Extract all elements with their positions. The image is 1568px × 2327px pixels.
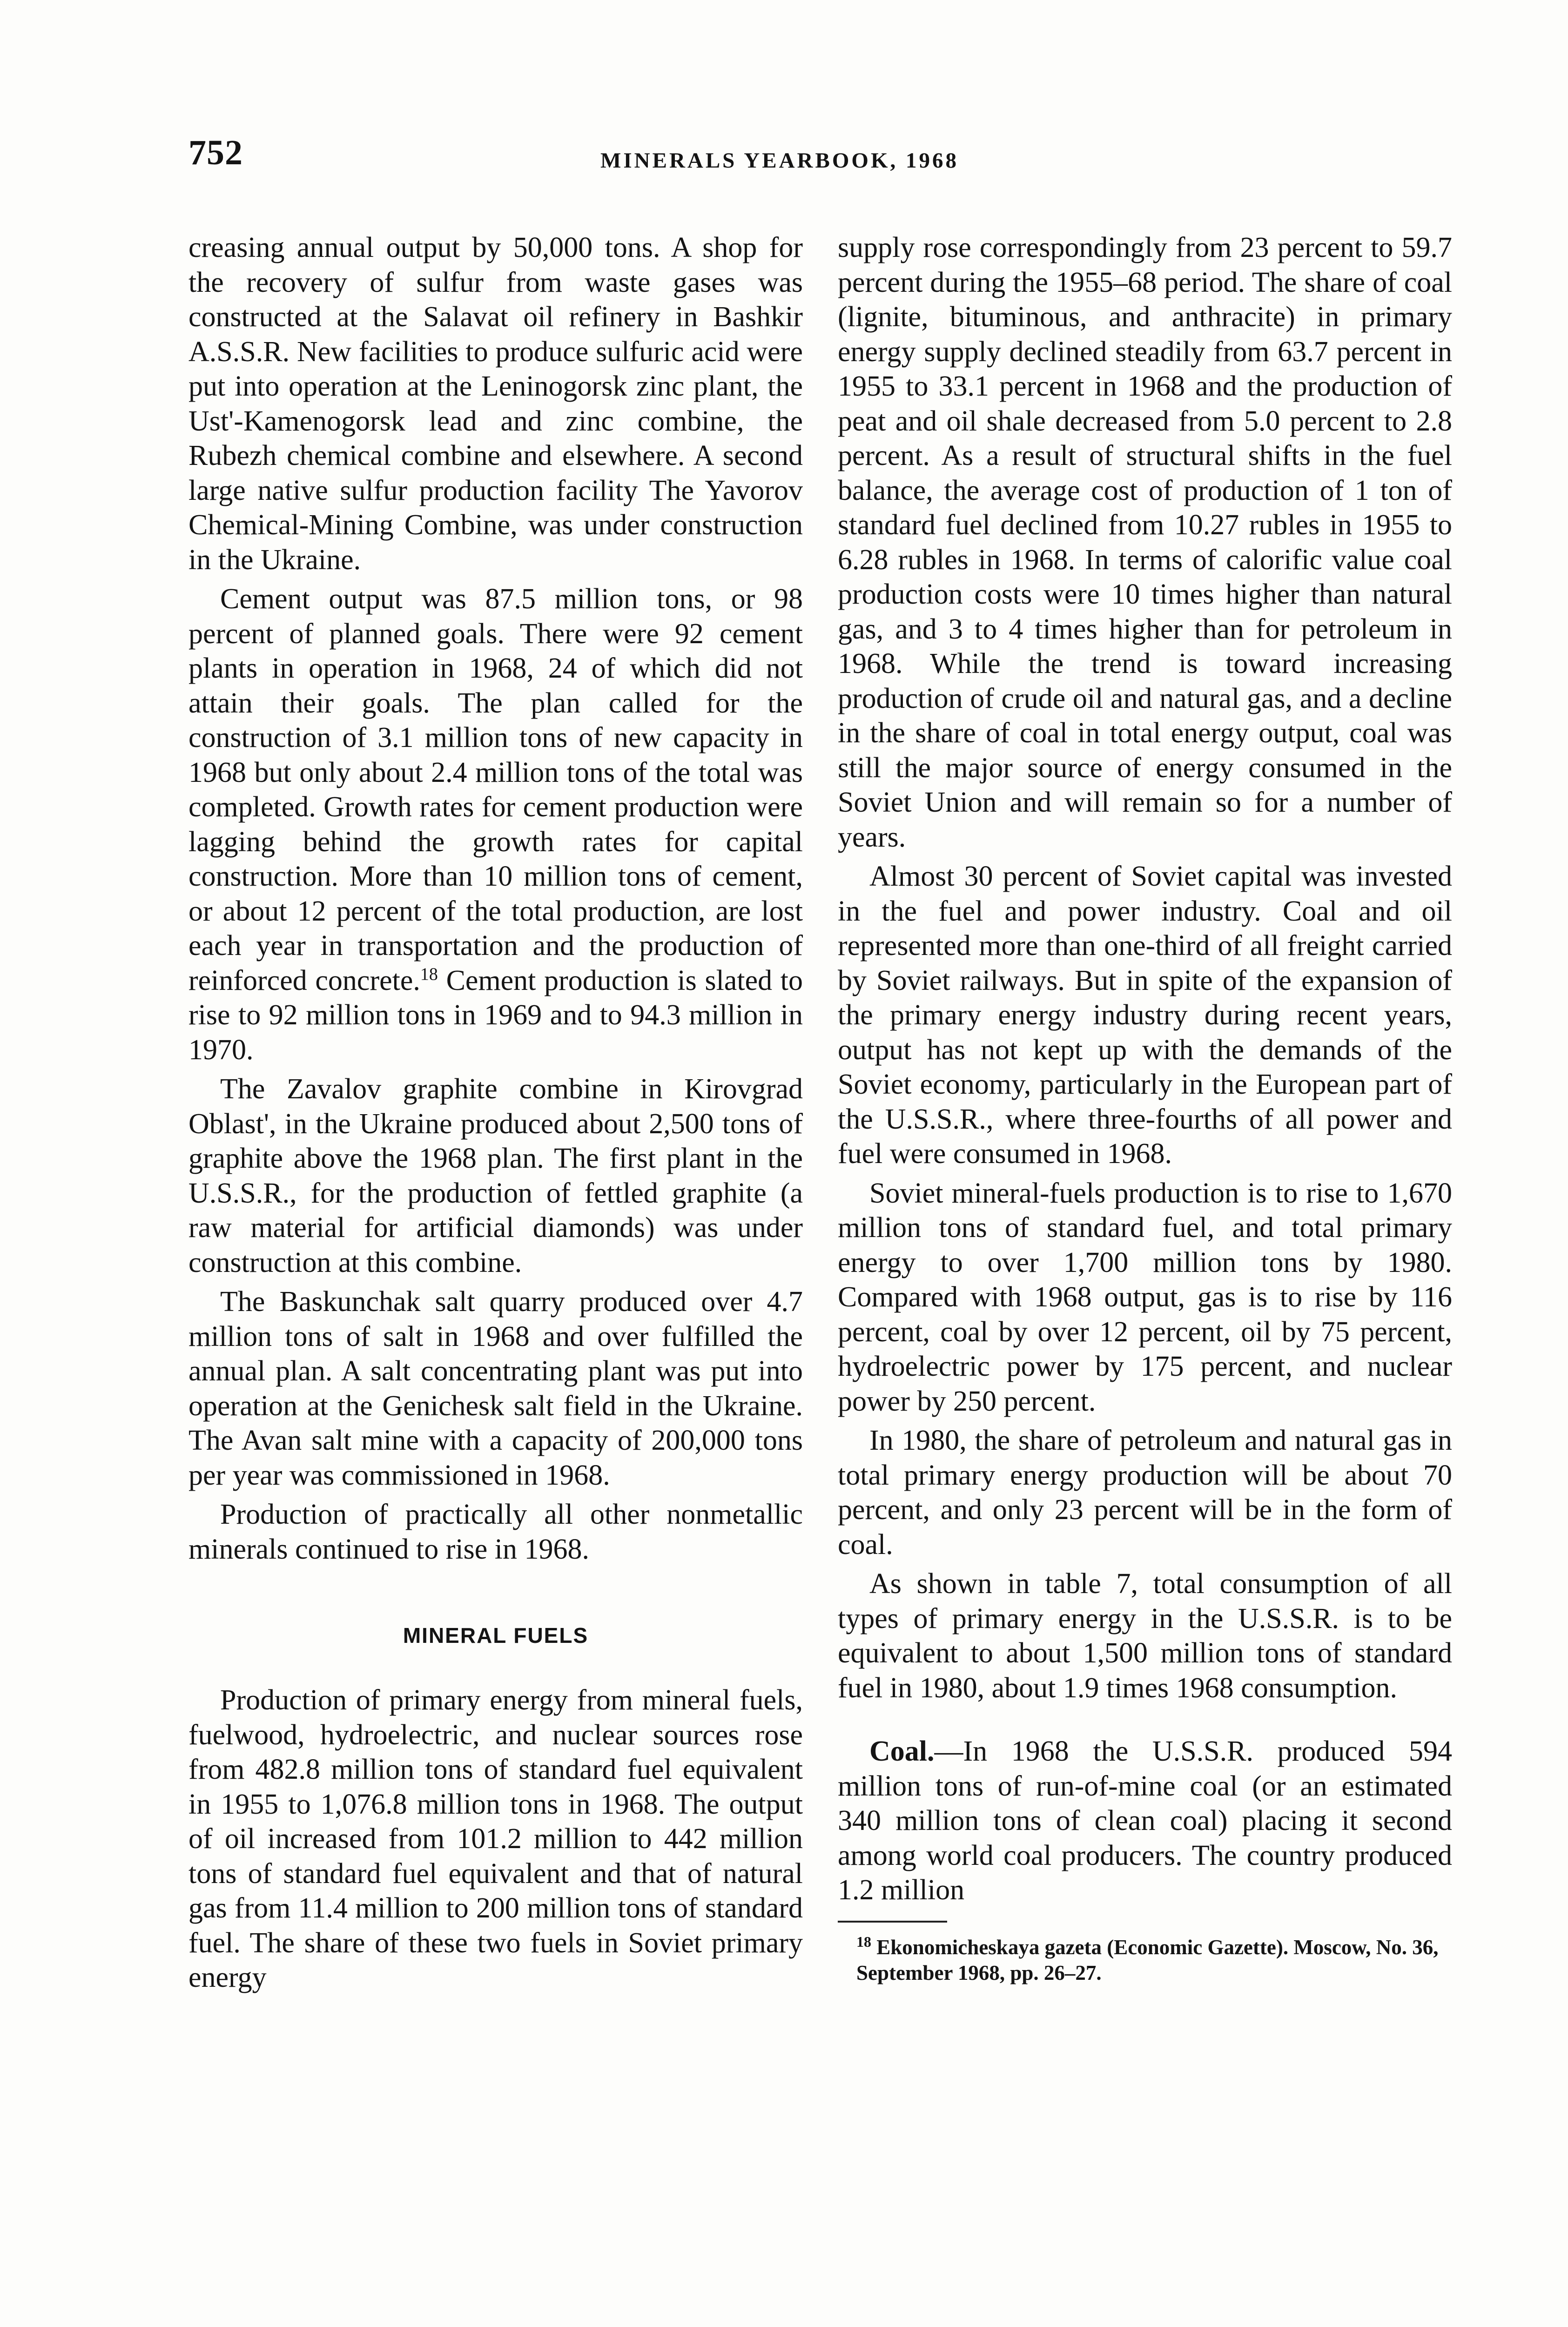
paragraph: supply rose correspondingly from 23 percent to 59.7 percent during the 1955–68 period. The share of coal (lignite, bituminous, and anthracite) in primary energy supply declined steadily from 63.7 percent in 1955 to 33.1 percent in 1968 and the production of peat and oil shale decreased from 5.0 percent to 2.8 percent. As a result of structural shifts in the fuel balance, the average cost of production of 1 ton of standard fuel declined from 10.27 rubles in 1955 to 6.28 rubles in 1968. In terms of calorific value coal production costs were 10 times higher than natural gas, and 3 to 4 times higher than for petroleum in 1968. While the trend is toward increasing production of crude oil and natural gas, and a decline in the share of coal in total energy output, coal was still the major source of energy consumed in the Soviet Union and will remain so for a number of years.	[838, 232, 1452, 853]
paragraph-consumption: As shown in table 7, total consumption of all types of primary energy in the U.S.S.R. is to be equivalent to about 1,500 million tons of standard fuel in 1980, about 1.9 times 1968 consumption.	[838, 1568, 1452, 1704]
paragraph-text: Cement output was 87.5 million tons, or 98 percent of planned goals. There were 92 cement plants in operation in 1968, 24 of which did not attain their goals. The plan called for the construction of 3.1 million tons of new capacity in 1968 but only about 2.4 million tons of the total was completed. Growth rates for cement production were lagging behind the growth rates for capital construction. More than 10 million tons of cement, or about 12 percent of the total production, are lost each year in transportation and the production of reinforced concrete.	[188, 583, 803, 996]
page-number: 752	[188, 133, 243, 172]
right-column	[838, 230, 1452, 1986]
paragraph-text: —In 1968 the U.S.S.R. produced 594 million tons of run-of-mine coal (or an estimated 340 million tons of clean coal) placing it second among world coal producers. The country produced 1.2 million	[838, 1735, 1452, 1906]
paragraph-nonmetallic: Production of practically all other nonmetallic minerals continued to rise in 1968.	[188, 1499, 803, 1565]
footnote	[838, 1935, 1452, 1986]
running-title: MINERALS YEARBOOK, 1968	[600, 148, 959, 173]
footnote-reference: 18	[420, 964, 438, 984]
paragraph-text: Cement production is slated to rise to 92 million tons in 1969 and to 94.3 million in 1970.	[188, 964, 803, 1066]
subsection-label: Coal.	[869, 1735, 935, 1767]
paragraph: creasing annual output by 50,000 tons. A shop for the recovery of sulfur from waste gases was constructed at the Salavat oil refinery in Bashkir A.S.S.R. New facilities to produce sulfuric acid were put into operation at the Leninogorsk zinc plant, the Ust'-Kamenogorsk lead and zinc combine, the Rubezh chemical combine and elsewhere. A second large native sulfur production facility The Yavorov Chemical-Mining Combine, was under construction in the Ukraine.	[188, 232, 803, 576]
paragraph-production-targets: Soviet mineral-fuels production is to rise to 1,670 million tons of standard fuel, and total primary energy to over 1,700 million tons by 1980. Compared with 1968 output, gas is to rise by 116 percent, coal by over 12 percent, oil by 75 percent, hydroelectric power by 175 percent, and nuclear power by 250 percent.	[838, 1177, 1452, 1417]
paragraph-cement	[188, 582, 803, 1067]
paragraph-primary-energy: Production of primary energy from mineral fuels, fuelwood, hydroelectric, and nuclear sources rose from 482.8 million tons of standard fuel equivalent in 1955 to 1,076.8 million tons in 1968. The output of oil increased from 101.2 million to 442 million tons of standard fuel equivalent and that of natural gas from 11.4 million to 200 million tons of standard fuel. The share of these two fuels in Soviet primary energy	[188, 1684, 803, 1993]
paragraph-capital: Almost 30 percent of Soviet capital was invested in the fuel and power industry. Coal and oil represented more than one-third of all freight carried by Soviet railways. But in spite of the expansion of the primary energy industry during recent years, output has not kept up with the demands of the Soviet economy, particularly in the European part of the U.S.S.R., where three-fourths of all power and fuel were consumed in 1968.	[838, 861, 1452, 1170]
left-column	[188, 230, 803, 1995]
paragraph-coal	[838, 1734, 1452, 1908]
paragraph-1980-share: In 1980, the share of petroleum and natural gas in total primary energy production will be about 70 percent, and only 23 percent will be in the form of coal.	[838, 1425, 1452, 1560]
section-heading: MINERAL FUELS	[403, 1623, 589, 1648]
footnote-text: Ekonomicheskaya gazeta (Economic Gazette). Moscow, No. 36, September 1968, pp. 26–27.	[856, 1935, 1439, 1984]
paragraph-graphite: The Zavalov graphite combine in Kirovgrad Oblast', in the Ukraine produced about 2,500 tons of graphite above the 1968 plan. The first plant in the U.S.S.R., for the production of fettled graphite (a raw material for artificial diamonds) was under construction at this combine.	[188, 1073, 803, 1278]
footnote-number: 18	[856, 1933, 871, 1950]
paragraph-salt: The Baskunchak salt quarry produced over 4.7 million tons of salt in 1968 and over fulfilled the annual plan. A salt concentrating plant was put into operation at the Genichesk salt field in the Ukraine. The Avan salt mine with a capacity of 200,000 tons per year was commissioned in 1968.	[188, 1286, 803, 1491]
footnote-divider	[838, 1921, 947, 1923]
